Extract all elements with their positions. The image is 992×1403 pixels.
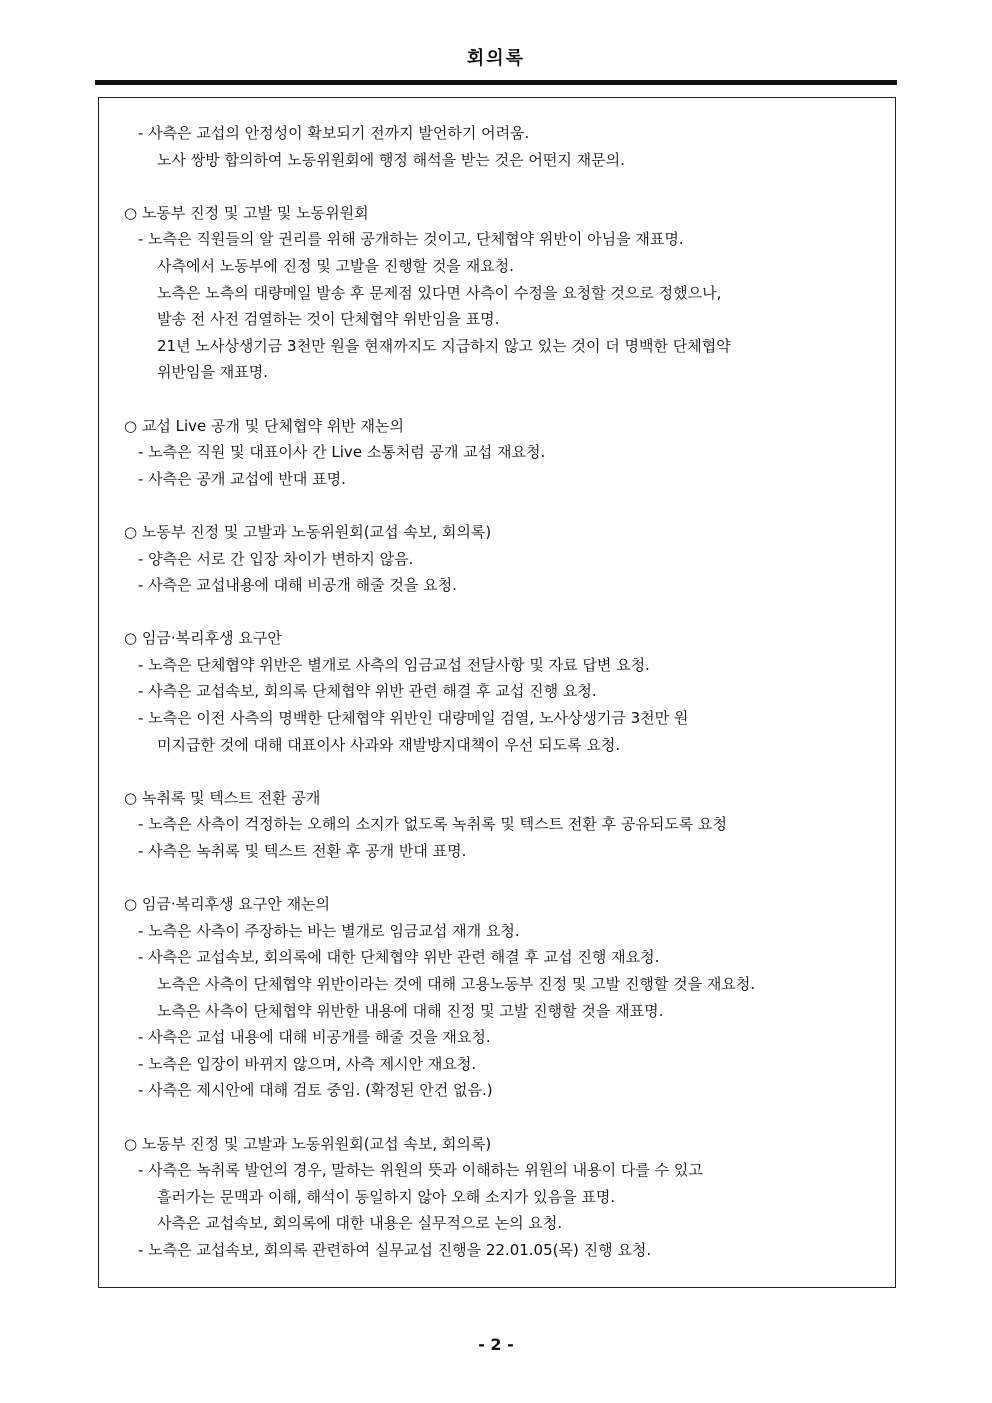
bullet-line: - 노측은 사측이 주장하는 바는 별개로 임금교섭 재개 요청. bbox=[138, 921, 520, 940]
bullet-line: - 양측은 서로 간 입장 차이가 변하지 않음. bbox=[138, 549, 414, 568]
section-heading: ○ 교섭 Live 공개 및 단체협약 위반 재논의 bbox=[124, 416, 404, 435]
page-number: - 2 - bbox=[478, 1335, 514, 1354]
bullet-line: - 사측은 공개 교섭에 반대 표명. bbox=[138, 469, 346, 488]
bullet-line: - 노측은 단체협약 위반은 별개로 사측의 임금교섭 전달사항 및 자료 답변 요청. bbox=[138, 655, 650, 674]
bullet-line: - 노측은 직원들의 알 권리를 위해 공개하는 것이고, 단체협약 위반이 아님을 재표명. bbox=[138, 230, 684, 249]
continuation-line: 노측은 사측이 단체협약 위반한 내용에 대해 진정 및 고발 진행할 것을 재표명. bbox=[157, 1001, 664, 1020]
section-heading: ○ 노동부 진정 및 고발과 노동위원회(교섭 속보, 회의록) bbox=[124, 1134, 492, 1153]
continuation-line: 미지급한 것에 대해 대표이사 사과와 재발방지대책이 우선 되도록 요청. bbox=[157, 735, 621, 754]
continuation-line: 사측에서 노동부에 진정 및 고발을 진행할 것을 재요청. bbox=[157, 256, 514, 275]
section-heading: ○ 임금·복리후생 요구안 재논의 bbox=[124, 895, 331, 914]
continuation-line: 사측은 교섭속보, 회의록에 대한 내용은 실무적으로 논의 요청. bbox=[157, 1214, 563, 1233]
section-heading: ○ 녹취록 및 텍스트 전환 공개 bbox=[124, 788, 321, 807]
section-heading: ○ 임금·복리후생 요구안 bbox=[124, 629, 282, 648]
bullet-line: - 사측은 교섭속보, 회의록 단체협약 위반 관련 해결 후 교섭 진행 요청. bbox=[138, 682, 597, 701]
document-title: 회의록 bbox=[466, 48, 526, 69]
continuation-line: 노사 쌍방 합의하여 노동위원회에 행정 해석을 받는 것은 어떤지 재문의. bbox=[157, 150, 625, 169]
continuation-line: 노측은 노측의 대량메일 발송 후 문제점 있다면 사측이 수정을 요청할 것으로 정했으나, bbox=[157, 283, 722, 302]
blank-line bbox=[123, 492, 893, 519]
section-heading: ○ 노동부 진정 및 고발과 노동위원회(교섭 속보, 회의록) bbox=[124, 522, 492, 541]
continuation-line: 21년 노사상생기금 3천만 원을 현재까지도 지급하지 않고 있는 것이 더 명백한 단체협약 bbox=[157, 336, 731, 355]
continuation-line: 흘러가는 문맥과 이해, 해석이 동일하지 않아 오해 소지가 있음을 표명. bbox=[157, 1187, 616, 1206]
bullet-line: - 사측은 교섭속보, 회의록에 대한 단체협약 위반 관련 해결 후 교섭 진행 재요청. bbox=[138, 948, 660, 967]
blank-line bbox=[123, 865, 893, 892]
continuation-line: 노측은 사측이 단체협약 위반이라는 것에 대해 고용노동부 진정 및 고발 진행할 것을 재요청. bbox=[157, 975, 756, 993]
blank-line bbox=[123, 758, 893, 785]
minutes-body bbox=[123, 120, 893, 1264]
section-heading: ○ 노동부 진정 및 고발 및 노동위원회 bbox=[124, 203, 369, 222]
bullet-line: - 노측은 이전 사측의 명백한 단체협약 위반인 대량메일 검열, 노사상생기금 3천만 원 bbox=[138, 709, 689, 728]
bullet-line: - 사측은 교섭내용에 대해 비공개 해줄 것을 요청. bbox=[138, 576, 457, 595]
bullet-line: - 노측은 사측이 걱정하는 오해의 소지가 없도록 녹취록 및 텍스트 전환 후 공유되도록 요청 bbox=[138, 815, 728, 834]
bullet-line: - 사측은 교섭 내용에 대해 비공개를 해줄 것을 재요청. bbox=[138, 1028, 491, 1047]
bullet-line: - 사측은 녹취록 및 텍스트 전환 후 공개 반대 표명. bbox=[138, 842, 467, 861]
bullet-line: - 노측은 교섭속보, 회의록 관련하여 실무교섭 진행을 22.01.05(목) 진행 요청. bbox=[138, 1240, 652, 1259]
title-rule bbox=[95, 80, 897, 85]
bullet-line: - 사측은 교섭의 안정성이 확보되기 전까지 발언하기 어려움. bbox=[138, 124, 530, 142]
blank-line bbox=[123, 386, 893, 413]
blank-line bbox=[123, 599, 893, 626]
bullet-line: - 사측은 녹취록 발언의 경우, 말하는 위원의 뜻과 이해하는 위원의 내용이 다를 수 있고 bbox=[138, 1161, 703, 1180]
blank-line bbox=[123, 173, 893, 200]
bullet-line: - 노측은 입장이 바뀌지 않으며, 사측 제시안 재요청. bbox=[138, 1054, 477, 1073]
bullet-line: - 사측은 제시안에 대해 검토 중임. (확정된 안건 없음.) bbox=[138, 1081, 493, 1100]
bullet-line: - 노측은 직원 및 대표이사 간 Live 소통처럼 공개 교섭 재요청. bbox=[138, 443, 546, 462]
minutes-content-box bbox=[98, 97, 896, 1288]
blank-line bbox=[123, 1104, 893, 1131]
continuation-line: 위반임을 재표명. bbox=[157, 363, 268, 382]
continuation-line: 발송 전 사전 검열하는 것이 단체협약 위반임을 표명. bbox=[157, 310, 500, 329]
